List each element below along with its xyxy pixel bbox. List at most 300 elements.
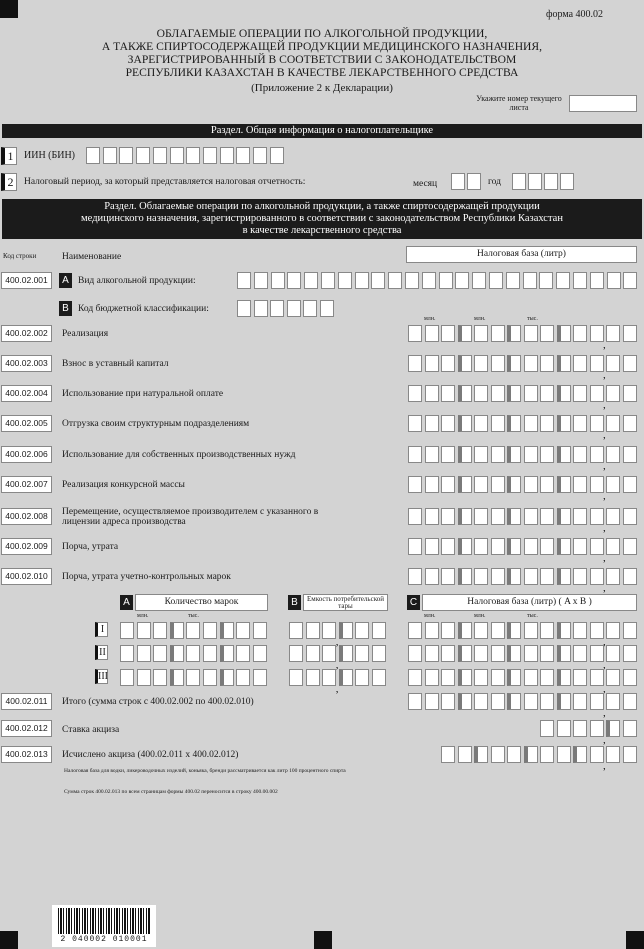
calc-cell[interactable]: [441, 746, 455, 763]
marks-count-cell[interactable]: [120, 669, 134, 686]
capacity-cell[interactable]: [289, 645, 303, 662]
calc-cell[interactable]: [474, 746, 488, 763]
total-cell[interactable]: [606, 693, 620, 710]
marks-base-cell[interactable]: [524, 645, 538, 662]
marks-count-cell[interactable]: [170, 622, 184, 639]
type-char-cell[interactable]: [506, 272, 520, 289]
type-char-cell[interactable]: [388, 272, 402, 289]
type-char-cell[interactable]: [455, 272, 469, 289]
row-label: Реализация: [62, 329, 109, 339]
capacity-cell[interactable]: [322, 645, 336, 662]
marks-count-cell[interactable]: [170, 669, 184, 686]
marks-base-cell[interactable]: [573, 645, 587, 662]
marks-base-cell[interactable]: [507, 622, 521, 639]
base-digit-cell[interactable]: [441, 446, 455, 463]
kbk-digit-cell[interactable]: [237, 300, 251, 317]
base-digit-cell[interactable]: [606, 568, 620, 585]
base-digit-cell[interactable]: [441, 325, 455, 342]
marks-count-cell[interactable]: [203, 645, 217, 662]
type-char-cell[interactable]: [472, 272, 486, 289]
marks-count-cell[interactable]: [203, 622, 217, 639]
base-digit-cell[interactable]: [474, 446, 488, 463]
marks-count-cell[interactable]: [220, 645, 234, 662]
corner-mark-bottom-right: [626, 931, 644, 949]
iin-digit-cell[interactable]: [119, 147, 133, 164]
year-digit-cell[interactable]: [512, 173, 526, 190]
marks-base-cell[interactable]: [524, 622, 538, 639]
base-digit-cell[interactable]: [458, 568, 472, 585]
base-digit-cell[interactable]: [540, 508, 554, 525]
base-digit-cell[interactable]: [590, 355, 604, 372]
marks-base-cell[interactable]: [474, 645, 488, 662]
base-digit-cell[interactable]: [557, 415, 571, 432]
base-digit-cell[interactable]: [557, 355, 571, 372]
marks-count-cell[interactable]: [236, 622, 250, 639]
code-400-02-011: 400.02.011: [1, 693, 52, 710]
base-digit-cell[interactable]: [573, 355, 587, 372]
marks-count-cell[interactable]: [137, 645, 151, 662]
marks-count-cell[interactable]: [253, 645, 267, 662]
base-digit-cell[interactable]: [606, 538, 620, 555]
iin-digit-cell[interactable]: [220, 147, 234, 164]
iin-digit-cell[interactable]: [236, 147, 250, 164]
calc-cell[interactable]: [623, 746, 637, 763]
iin-digit-cell[interactable]: [153, 147, 167, 164]
base-digit-cell[interactable]: [441, 568, 455, 585]
base-digit-cell[interactable]: [606, 476, 620, 493]
marks-base-cell[interactable]: [458, 669, 472, 686]
base-digit-cell[interactable]: [441, 538, 455, 555]
type-char-cell[interactable]: [237, 272, 251, 289]
base-digit-cell[interactable]: [408, 508, 422, 525]
iin-digit-cell[interactable]: [253, 147, 267, 164]
base-digit-cell[interactable]: [623, 355, 637, 372]
marks-base-cell[interactable]: [441, 622, 455, 639]
base-digit-cell[interactable]: [491, 415, 505, 432]
base-digit-cell[interactable]: [623, 538, 637, 555]
base-digit-cell[interactable]: [606, 355, 620, 372]
base-digit-cell[interactable]: [458, 476, 472, 493]
base-digit-cell[interactable]: [557, 568, 571, 585]
type-char-cell[interactable]: [271, 272, 285, 289]
base-digit-cell[interactable]: [474, 355, 488, 372]
base-digit-cell[interactable]: [540, 446, 554, 463]
base-digit-cell[interactable]: [590, 325, 604, 342]
type-char-cell[interactable]: [254, 272, 268, 289]
base-digit-cell[interactable]: [606, 508, 620, 525]
marks-base-cell[interactable]: [474, 669, 488, 686]
base-digit-cell[interactable]: [491, 446, 505, 463]
calc-cell[interactable]: [590, 746, 604, 763]
base-digit-cell[interactable]: [425, 325, 439, 342]
calc-cell[interactable]: [507, 746, 521, 763]
base-digit-cell[interactable]: [590, 446, 604, 463]
marks-count-cell[interactable]: [153, 645, 167, 662]
marks-base-cell[interactable]: [441, 645, 455, 662]
base-digit-cell[interactable]: [590, 508, 604, 525]
marks-count-cell[interactable]: [186, 622, 200, 639]
base-digit-cell[interactable]: [557, 476, 571, 493]
capacity-cell[interactable]: [306, 645, 320, 662]
base-digit-cell[interactable]: [474, 568, 488, 585]
marks-base-cell[interactable]: [408, 669, 422, 686]
total-cell[interactable]: [557, 693, 571, 710]
type-char-cell[interactable]: [439, 272, 453, 289]
base-digit-cell[interactable]: [524, 568, 538, 585]
base-digit-cell[interactable]: [573, 325, 587, 342]
base-digit-cell[interactable]: [573, 476, 587, 493]
base-digit-cell[interactable]: [623, 508, 637, 525]
base-digit-cell[interactable]: [458, 355, 472, 372]
base-digit-cell[interactable]: [441, 385, 455, 402]
marks-base-cell[interactable]: [474, 622, 488, 639]
rate-cell[interactable]: [540, 720, 554, 737]
base-digit-cell[interactable]: [408, 325, 422, 342]
capacity-cell[interactable]: [339, 622, 353, 639]
base-digit-cell[interactable]: [425, 476, 439, 493]
iin-digit-cell[interactable]: [103, 147, 117, 164]
marks-base-cell[interactable]: [573, 669, 587, 686]
marks-count-cell[interactable]: [153, 622, 167, 639]
marks-base-cell[interactable]: [408, 645, 422, 662]
type-char-cell[interactable]: [489, 272, 503, 289]
base-digit-cell[interactable]: [540, 476, 554, 493]
total-cell[interactable]: [458, 693, 472, 710]
type-char-cell[interactable]: [607, 272, 621, 289]
base-digit-cell[interactable]: [474, 415, 488, 432]
base-digit-cell[interactable]: [524, 508, 538, 525]
calc-cell[interactable]: [458, 746, 472, 763]
base-digit-cell[interactable]: [557, 385, 571, 402]
calc-cell[interactable]: [540, 746, 554, 763]
total-cell[interactable]: [425, 693, 439, 710]
rate-cell[interactable]: [606, 720, 620, 737]
base-digit-cell[interactable]: [623, 476, 637, 493]
marks-base-cell[interactable]: [606, 669, 620, 686]
base-digit-cell[interactable]: [606, 415, 620, 432]
total-cell[interactable]: [474, 693, 488, 710]
marks-count-cell[interactable]: [120, 645, 134, 662]
marks-base-cell[interactable]: [557, 622, 571, 639]
capacity-cell[interactable]: [339, 669, 353, 686]
type-char-cell[interactable]: [405, 272, 419, 289]
base-digit-cell[interactable]: [408, 385, 422, 402]
base-digit-cell[interactable]: [573, 385, 587, 402]
capacity-cell[interactable]: [322, 622, 336, 639]
base-digit-cell[interactable]: [458, 415, 472, 432]
code-400-02-001: 400.02.001: [1, 272, 52, 289]
marks-base-cell[interactable]: [491, 669, 505, 686]
base-digit-cell[interactable]: [557, 446, 571, 463]
capacity-cell[interactable]: [355, 669, 369, 686]
base-digit-cell[interactable]: [408, 568, 422, 585]
row-label: Использование при натуральной оплате: [62, 389, 224, 399]
type-char-cell[interactable]: [573, 272, 587, 289]
base-digit-cell[interactable]: [623, 385, 637, 402]
capacity-cell[interactable]: [306, 622, 320, 639]
iin-digit-cell[interactable]: [86, 147, 100, 164]
base-digit-cell[interactable]: [491, 568, 505, 585]
type-char-cell[interactable]: [539, 272, 553, 289]
base-digit-cell[interactable]: [590, 476, 604, 493]
base-digit-cell[interactable]: [573, 446, 587, 463]
base-digit-cell[interactable]: [590, 415, 604, 432]
marks-base-cell[interactable]: [458, 645, 472, 662]
base-digit-cell[interactable]: [540, 568, 554, 585]
base-digit-cell[interactable]: [524, 415, 538, 432]
base-digit-cell[interactable]: [458, 385, 472, 402]
base-digit-cell[interactable]: [507, 415, 521, 432]
calc-cell[interactable]: [491, 746, 505, 763]
type-char-cell[interactable]: [371, 272, 385, 289]
base-digit-cell[interactable]: [557, 508, 571, 525]
base-digit-cell[interactable]: [491, 355, 505, 372]
total-cell[interactable]: [540, 693, 554, 710]
type-char-cell[interactable]: [287, 272, 301, 289]
rate-cell[interactable]: [623, 720, 637, 737]
marks-base-cell[interactable]: [623, 669, 637, 686]
base-digit-cell[interactable]: [507, 385, 521, 402]
marks-base-cell[interactable]: [590, 622, 604, 639]
base-digit-cell[interactable]: [441, 355, 455, 372]
marks-count-cell[interactable]: [186, 669, 200, 686]
kbk-digit-cell[interactable]: [254, 300, 268, 317]
base-digit-cell[interactable]: [573, 568, 587, 585]
capacity-cell[interactable]: [339, 645, 353, 662]
capacity-cell[interactable]: [306, 669, 320, 686]
base-digit-cell[interactable]: [474, 385, 488, 402]
base-digit-cell[interactable]: [425, 538, 439, 555]
base-digit-cell[interactable]: [474, 538, 488, 555]
marks-base-cell[interactable]: [491, 645, 505, 662]
base-digit-cell[interactable]: [458, 538, 472, 555]
marks-base-cell[interactable]: [540, 669, 554, 686]
marks-count-cell[interactable]: [170, 645, 184, 662]
base-digit-cell[interactable]: [606, 446, 620, 463]
capacity-cell[interactable]: [372, 622, 386, 639]
base-digit-cell[interactable]: [408, 446, 422, 463]
base-digit-cell[interactable]: [507, 476, 521, 493]
marks-base-cell[interactable]: [491, 622, 505, 639]
marks-base-cell[interactable]: [524, 669, 538, 686]
marks-base-cell[interactable]: [557, 669, 571, 686]
marks-base-cell[interactable]: [573, 622, 587, 639]
type-char-cell[interactable]: [523, 272, 537, 289]
base-digit-cell[interactable]: [623, 446, 637, 463]
iin-digit-cell[interactable]: [203, 147, 217, 164]
decimal-comma: ,: [335, 636, 339, 648]
calc-cell[interactable]: [573, 746, 587, 763]
base-digit-cell[interactable]: [540, 385, 554, 402]
base-digit-cell[interactable]: [524, 476, 538, 493]
base-digit-cell[interactable]: [590, 568, 604, 585]
marks-count-cell[interactable]: [236, 645, 250, 662]
marks-base-cell[interactable]: [425, 645, 439, 662]
base-digit-cell[interactable]: [524, 385, 538, 402]
total-cell[interactable]: [408, 693, 422, 710]
marks-base-cell[interactable]: [441, 669, 455, 686]
type-char-cell[interactable]: [338, 272, 352, 289]
marks-base-cell[interactable]: [507, 669, 521, 686]
calc-cell[interactable]: [557, 746, 571, 763]
marks-count-cell[interactable]: [137, 622, 151, 639]
total-cell[interactable]: [590, 693, 604, 710]
base-digit-cell[interactable]: [441, 508, 455, 525]
rate-cell[interactable]: [557, 720, 571, 737]
base-digit-cell[interactable]: [573, 538, 587, 555]
base-digit-cell[interactable]: [573, 508, 587, 525]
marks-count-cell[interactable]: [137, 669, 151, 686]
month-digit-cell[interactable]: [467, 173, 481, 190]
total-cell[interactable]: [441, 693, 455, 710]
marks-base-cell[interactable]: [507, 645, 521, 662]
base-digit-cell[interactable]: [557, 325, 571, 342]
base-digit-cell[interactable]: [524, 538, 538, 555]
type-char-cell[interactable]: [304, 272, 318, 289]
base-digit-cell[interactable]: [441, 415, 455, 432]
iin-digit-cell[interactable]: [270, 147, 284, 164]
marks-count-cell[interactable]: [120, 622, 134, 639]
rate-cell[interactable]: [573, 720, 587, 737]
base-digit-cell[interactable]: [441, 476, 455, 493]
marks-base-cell[interactable]: [590, 669, 604, 686]
base-digit-cell[interactable]: [540, 415, 554, 432]
marks-base-cell[interactable]: [606, 645, 620, 662]
base-digit-cell[interactable]: [491, 476, 505, 493]
sheet-number-field[interactable]: [569, 95, 637, 112]
base-digit-cell[interactable]: [408, 415, 422, 432]
base-digit-cell[interactable]: [507, 325, 521, 342]
base-digit-cell[interactable]: [573, 415, 587, 432]
base-digit-cell[interactable]: [474, 476, 488, 493]
year-digit-cell[interactable]: [544, 173, 558, 190]
marks-count-cell[interactable]: [220, 622, 234, 639]
iin-digit-cell[interactable]: [170, 147, 184, 164]
capacity-cell[interactable]: [289, 622, 303, 639]
base-digit-cell[interactable]: [590, 538, 604, 555]
rate-cell[interactable]: [590, 720, 604, 737]
base-digit-cell[interactable]: [408, 476, 422, 493]
type-char-cell[interactable]: [590, 272, 604, 289]
capacity-cell[interactable]: [372, 645, 386, 662]
iin-digit-cell[interactable]: [186, 147, 200, 164]
base-digit-cell[interactable]: [408, 355, 422, 372]
year-digit-cell[interactable]: [560, 173, 574, 190]
total-cell[interactable]: [573, 693, 587, 710]
marks-base-cell[interactable]: [590, 645, 604, 662]
base-digit-cell[interactable]: [474, 508, 488, 525]
base-digit-cell[interactable]: [458, 508, 472, 525]
base-digit-cell[interactable]: [458, 325, 472, 342]
base-digit-cell[interactable]: [606, 325, 620, 342]
base-digit-cell[interactable]: [507, 508, 521, 525]
marks-count-cell[interactable]: [203, 669, 217, 686]
base-digit-cell[interactable]: [524, 355, 538, 372]
total-cell[interactable]: [491, 693, 505, 710]
capacity-cell[interactable]: [355, 645, 369, 662]
marks-base-cell[interactable]: [425, 669, 439, 686]
total-cell[interactable]: [623, 693, 637, 710]
base-digit-cell[interactable]: [474, 325, 488, 342]
base-digit-cell[interactable]: [623, 568, 637, 585]
marks-count-cell[interactable]: [186, 645, 200, 662]
base-digit-cell[interactable]: [458, 446, 472, 463]
base-digit-cell[interactable]: [491, 325, 505, 342]
type-char-cell[interactable]: [556, 272, 570, 289]
marks-base-cell[interactable]: [408, 622, 422, 639]
calc-cell[interactable]: [524, 746, 538, 763]
marks-base-cell[interactable]: [623, 622, 637, 639]
base-digit-cell[interactable]: [425, 446, 439, 463]
kbk-digit-cell[interactable]: [320, 300, 334, 317]
marks-count-cell[interactable]: [253, 622, 267, 639]
base-digit-cell[interactable]: [491, 385, 505, 402]
base-digit-cell[interactable]: [425, 568, 439, 585]
base-digit-cell[interactable]: [425, 385, 439, 402]
base-digit-cell[interactable]: [524, 446, 538, 463]
base-digit-cell[interactable]: [491, 538, 505, 555]
type-char-cell[interactable]: [321, 272, 335, 289]
base-digit-cell[interactable]: [606, 385, 620, 402]
kbk-digit-cell[interactable]: [287, 300, 301, 317]
type-char-cell[interactable]: [623, 272, 637, 289]
kbk-digit-cell[interactable]: [303, 300, 317, 317]
marks-base-cell[interactable]: [425, 622, 439, 639]
base-digit-cell[interactable]: [507, 568, 521, 585]
total-cell[interactable]: [507, 693, 521, 710]
type-char-cell[interactable]: [355, 272, 369, 289]
base-digit-cell[interactable]: [425, 508, 439, 525]
base-digit-cell[interactable]: [590, 385, 604, 402]
base-digit-cell[interactable]: [540, 355, 554, 372]
marks-count-cell[interactable]: [153, 669, 167, 686]
type-char-cell[interactable]: [422, 272, 436, 289]
marks-base-cell[interactable]: [623, 645, 637, 662]
base-digit-cell[interactable]: [623, 325, 637, 342]
marks-base-cell[interactable]: [557, 645, 571, 662]
total-cell[interactable]: [524, 693, 538, 710]
capacity-cell[interactable]: [372, 669, 386, 686]
base-digit-cell[interactable]: [557, 538, 571, 555]
marks-base-cell[interactable]: [458, 622, 472, 639]
capacity-cell[interactable]: [289, 669, 303, 686]
marks-base-cell[interactable]: [606, 622, 620, 639]
marks-count-cell[interactable]: [253, 669, 267, 686]
base-digit-cell[interactable]: [425, 355, 439, 372]
base-digit-cell[interactable]: [524, 325, 538, 342]
capacity-cell[interactable]: [322, 669, 336, 686]
base-digit-cell[interactable]: [540, 325, 554, 342]
calc-cell[interactable]: [606, 746, 620, 763]
marks-count-cell[interactable]: [236, 669, 250, 686]
marks-count-cell[interactable]: [220, 669, 234, 686]
base-digit-cell[interactable]: [507, 355, 521, 372]
base-digit-cell[interactable]: [623, 415, 637, 432]
base-digit-cell[interactable]: [408, 538, 422, 555]
kbk-digit-cell[interactable]: [270, 300, 284, 317]
iin-digit-cell[interactable]: [136, 147, 150, 164]
base-digit-cell[interactable]: [491, 508, 505, 525]
year-digit-cell[interactable]: [528, 173, 542, 190]
base-digit-cell[interactable]: [425, 415, 439, 432]
marks-base-cell[interactable]: [540, 622, 554, 639]
base-digit-cell[interactable]: [507, 446, 521, 463]
marks-base-cell[interactable]: [540, 645, 554, 662]
base-digit-cell[interactable]: [507, 538, 521, 555]
month-digit-cell[interactable]: [451, 173, 465, 190]
base-digit-cell[interactable]: [540, 538, 554, 555]
capacity-cell[interactable]: [355, 622, 369, 639]
